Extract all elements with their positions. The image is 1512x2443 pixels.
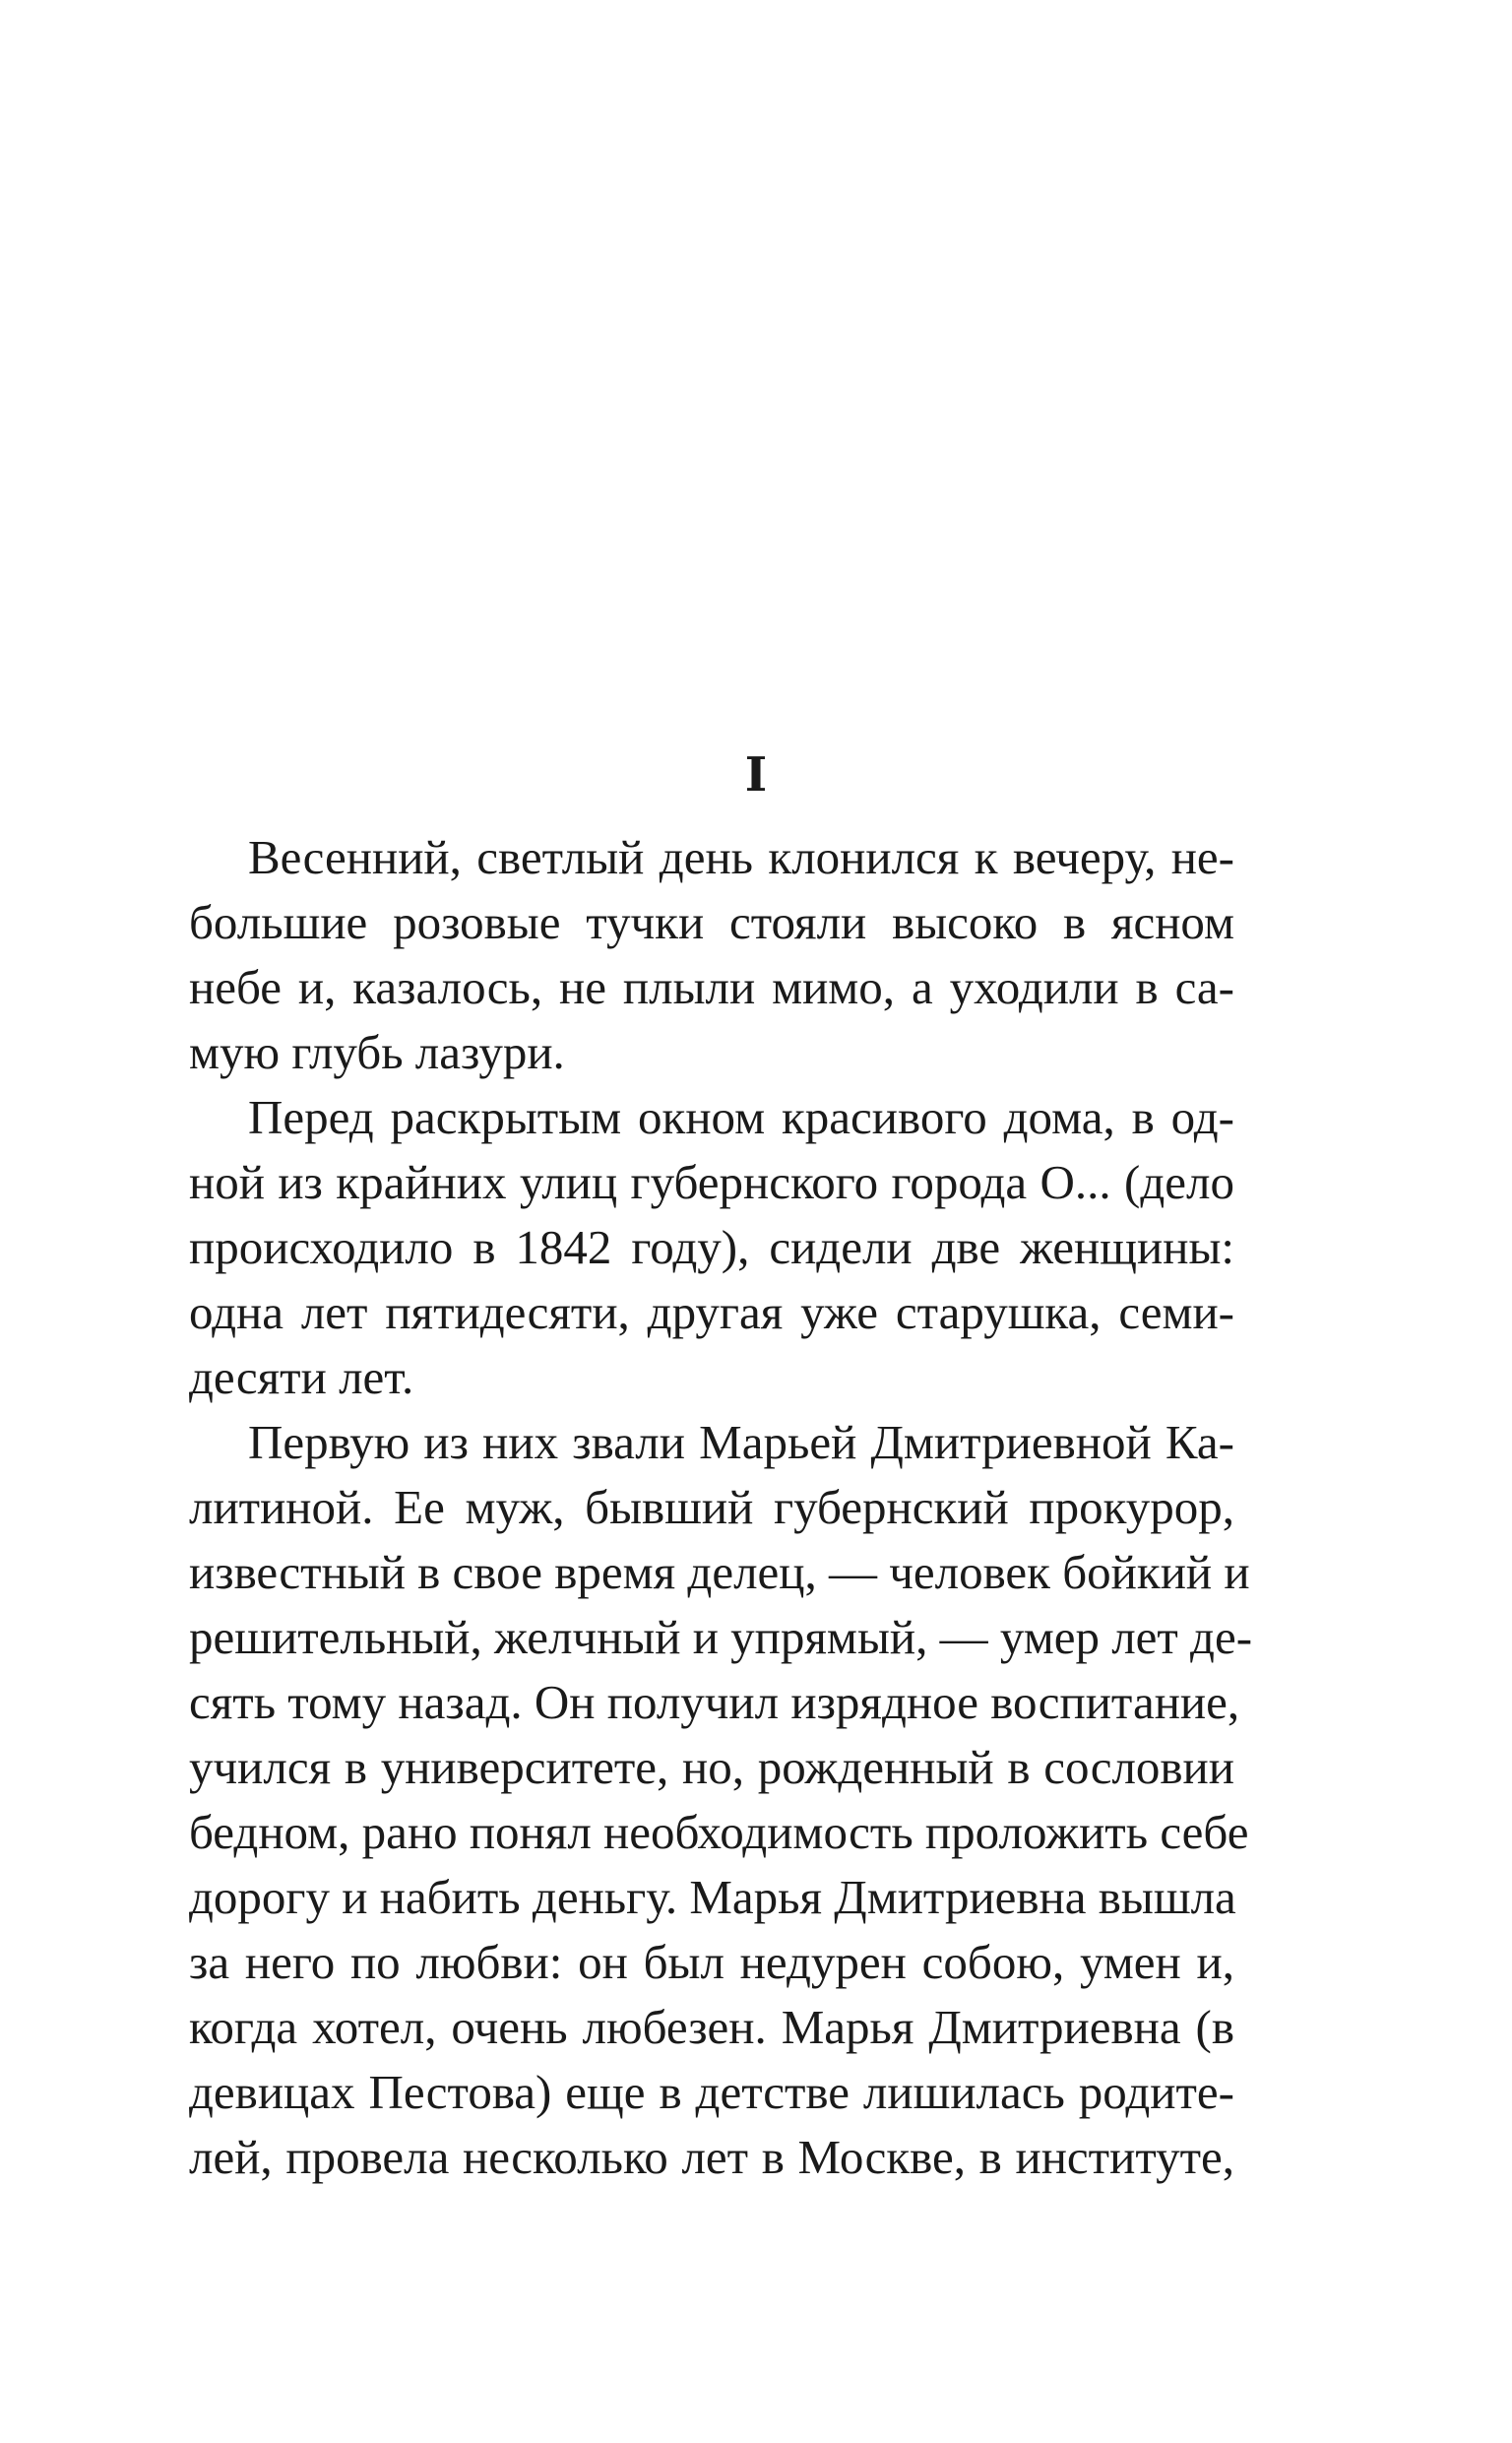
text-line: Первую из них звали Марьей Дмитриевной Ка- <box>248 1415 1234 1469</box>
chapter-text <box>189 825 1253 2190</box>
text-line: происходило в 1842 году), сидели две женщины: <box>189 1220 1234 1274</box>
text-line: мую глубь лазури. <box>189 1025 565 1079</box>
text-line: за него по любви: он был недурен собою, умен и, <box>189 1935 1234 1989</box>
text-line: девицах Пестова) еще в детстве лишилась родите- <box>189 2065 1234 2119</box>
text-line: большие розовые тучки стояли высоко в ясном <box>189 895 1234 949</box>
text-line: учился в университете, но, рожденный в сословии <box>189 1740 1234 1794</box>
chapter-heading: I <box>744 747 768 803</box>
text-line: Весенний, светлый день клонился к вечеру, не- <box>248 830 1234 884</box>
text-line: литиной. Ее муж, бывший губернский прокурор, <box>189 1480 1234 1534</box>
text-line: небе и, казалось, не плыли мимо, а уходили в са- <box>189 960 1234 1014</box>
text-line: когда хотел, очень любезен. Марья Дмитриевна (в <box>189 2000 1234 2054</box>
text-line: Перед раскрытым окном красивого дома, в од- <box>248 1090 1234 1144</box>
text-line: бедном, рано понял необходимость проложить себе <box>189 1805 1249 1859</box>
text-line: дорогу и набить деньгу. Марья Дмитриевна вышла <box>189 1870 1236 1924</box>
text-line: лей, провела несколько лет в Москве, в институте, <box>189 2130 1234 2184</box>
text-line: решительный, желчный и упрямый, — умер лет де- <box>189 1610 1253 1664</box>
text-line: известный в свое время делец, — человек бойкий и <box>189 1545 1250 1599</box>
text-line: ной из крайних улиц губернского города О... (дело <box>189 1155 1234 1209</box>
text-line: сять тому назад. Он получил изрядное воспитание, <box>189 1675 1240 1729</box>
text-line: десяти лет. <box>189 1350 414 1404</box>
text-line: одна лет пятидесяти, другая уже старушка, семи- <box>189 1285 1234 1339</box>
